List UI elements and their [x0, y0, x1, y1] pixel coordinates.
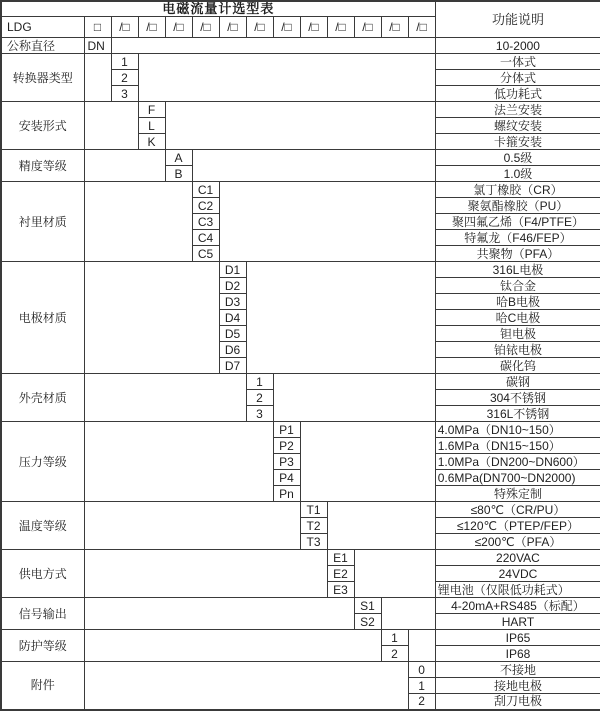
option-code: 1 — [408, 678, 435, 694]
option-code: C4 — [192, 230, 219, 246]
option-code: 3 — [246, 406, 273, 422]
option-code: B — [165, 166, 192, 182]
option-desc: 共聚物（PFA） — [435, 246, 600, 262]
page-title: 电磁流量计选型表 — [1, 1, 435, 17]
option-desc: 碳钢 — [435, 374, 600, 390]
option-code: A — [165, 150, 192, 166]
option-code: L — [138, 118, 165, 134]
option-code: D4 — [219, 310, 246, 326]
option-desc: 特氟龙（F46/FEP） — [435, 230, 600, 246]
model-slot-cell: /□ — [273, 17, 300, 38]
option-code: D1 — [219, 262, 246, 278]
option-desc: 304不锈钢 — [435, 390, 600, 406]
option-code: 3 — [111, 86, 138, 102]
model-slot-cell: /□ — [165, 17, 192, 38]
option-row — [1, 102, 600, 118]
spacer-cell — [84, 262, 219, 374]
option-desc: 24VDC — [435, 566, 600, 582]
group-label-pressure: 压力等级 — [1, 422, 84, 502]
spacer-cell — [84, 422, 273, 502]
group-label-lining-material: 衬里材质 — [1, 182, 84, 262]
group-label-diameter: 公称直径 — [1, 38, 84, 54]
option-desc: 4.0MPa（DN10~150） — [435, 422, 600, 438]
group-label-electrode-material: 电极材质 — [1, 262, 84, 374]
spacer-cell — [165, 102, 435, 150]
option-code: S1 — [354, 598, 381, 614]
option-code: P1 — [273, 422, 300, 438]
option-desc: 碳化钨 — [435, 358, 600, 374]
option-desc: 分体式 — [435, 70, 600, 86]
option-code: D3 — [219, 294, 246, 310]
option-code: T3 — [300, 534, 327, 550]
option-desc: 0.5级 — [435, 150, 600, 166]
option-desc: IP68 — [435, 646, 600, 662]
option-code: D6 — [219, 342, 246, 358]
option-desc: 卡箍安装 — [435, 134, 600, 150]
option-desc: 哈B电极 — [435, 294, 600, 310]
option-desc: 法兰安装 — [435, 102, 600, 118]
option-desc: 316L电极 — [435, 262, 600, 278]
option-code: D2 — [219, 278, 246, 294]
option-desc: 锂电池（仅限低功耗式） — [435, 582, 600, 598]
spacer-cell — [381, 598, 435, 630]
title-row — [1, 1, 600, 17]
model-slot-cell: /□ — [327, 17, 354, 38]
spacer-cell — [84, 502, 300, 550]
option-code: C1 — [192, 182, 219, 198]
spacer-cell — [327, 502, 435, 550]
option-desc: 不接地 — [435, 662, 600, 678]
spacer-cell — [84, 102, 138, 150]
group-label-protection: 防护等级 — [1, 630, 84, 662]
option-row — [1, 262, 600, 278]
option-desc: 钽电极 — [435, 326, 600, 342]
option-code: C5 — [192, 246, 219, 262]
option-desc: 聚四氟乙烯（F4/PTFE） — [435, 214, 600, 230]
option-code: 2 — [408, 694, 435, 710]
option-code: T1 — [300, 502, 327, 518]
spacer-cell — [273, 374, 435, 422]
spacer-cell — [84, 54, 111, 102]
option-desc: 刮刀电极 — [435, 694, 600, 710]
option-code: P2 — [273, 438, 300, 454]
option-row — [1, 550, 600, 566]
option-desc: 哈C电极 — [435, 310, 600, 326]
option-code: T2 — [300, 518, 327, 534]
option-code: 1 — [111, 54, 138, 70]
option-row — [1, 630, 600, 646]
option-code: 1 — [246, 374, 273, 390]
group-label-temperature: 温度等级 — [1, 502, 84, 550]
option-code: 1 — [381, 630, 408, 646]
option-desc: 1.6MPa（DN15~150） — [435, 438, 600, 454]
option-desc: 接地电极 — [435, 678, 600, 694]
option-row — [1, 150, 600, 166]
group-label-accuracy: 精度等级 — [1, 150, 84, 182]
option-desc: 220VAC — [435, 550, 600, 566]
spacer-cell — [84, 550, 327, 598]
option-code: Pn — [273, 486, 300, 502]
option-code: 2 — [246, 390, 273, 406]
model-slot-cell: /□ — [219, 17, 246, 38]
option-desc: 低功耗式 — [435, 86, 600, 102]
spacer-cell — [84, 150, 165, 182]
model-box-cell: □ — [84, 17, 111, 38]
option-code: D5 — [219, 326, 246, 342]
function-column-header: 功能说明 — [435, 1, 600, 38]
option-desc: 氯丁橡胶（CR） — [435, 182, 600, 198]
option-row — [1, 598, 600, 614]
option-code: P3 — [273, 454, 300, 470]
model-slot-cell: /□ — [138, 17, 165, 38]
spacer-cell — [219, 182, 435, 262]
model-slot-cell: /□ — [246, 17, 273, 38]
option-code: E3 — [327, 582, 354, 598]
option-row — [1, 422, 600, 438]
spacer-cell — [84, 374, 246, 422]
group-label-accessories: 附件 — [1, 662, 84, 710]
model-slot-cell: /□ — [381, 17, 408, 38]
option-row — [1, 502, 600, 518]
group-label-signal-output: 信号输出 — [1, 598, 84, 630]
option-code: K — [138, 134, 165, 150]
option-code: C2 — [192, 198, 219, 214]
option-desc: 一体式 — [435, 54, 600, 70]
option-code: 0 — [408, 662, 435, 678]
spacer-cell — [408, 630, 435, 662]
spacer-cell — [192, 150, 435, 182]
spacer-cell — [84, 598, 354, 630]
option-code: P4 — [273, 470, 300, 486]
option-desc: ≤200℃（PFA） — [435, 534, 600, 550]
option-code: E1 — [327, 550, 354, 566]
model-prefix: LDG — [1, 17, 84, 38]
spacer-cell — [84, 630, 381, 662]
option-desc: 特殊定制 — [435, 486, 600, 502]
spacer-cell — [300, 422, 435, 502]
option-row — [1, 182, 600, 198]
model-slot-cell: /□ — [192, 17, 219, 38]
option-code: E2 — [327, 566, 354, 582]
option-desc: IP65 — [435, 630, 600, 646]
option-desc: ≤120℃（PTEP/FEP） — [435, 518, 600, 534]
option-code: F — [138, 102, 165, 118]
model-slot-cell: /□ — [408, 17, 435, 38]
model-slot-cell: /□ — [300, 17, 327, 38]
diameter-row — [1, 38, 600, 54]
group-label-converter-type: 转换器类型 — [1, 54, 84, 102]
option-row — [1, 54, 600, 70]
diameter-code: DN — [84, 38, 111, 54]
spacer-cell — [138, 54, 435, 102]
spacer-cell — [84, 662, 408, 710]
diameter-desc: 10-2000 — [435, 38, 600, 54]
spacer-cell — [354, 550, 435, 598]
model-slot-cell: /□ — [354, 17, 381, 38]
option-desc: 316L不锈钢 — [435, 406, 600, 422]
option-desc: 螺纹安装 — [435, 118, 600, 134]
option-code: 2 — [111, 70, 138, 86]
option-desc: 聚氨酯橡胶（PU） — [435, 198, 600, 214]
option-desc: 钛合金 — [435, 278, 600, 294]
option-desc: 0.6MPa(DN700~DN2000) — [435, 470, 600, 486]
option-desc: 1.0MPa（DN200~DN600） — [435, 454, 600, 470]
spacer-cell — [84, 182, 192, 262]
group-label-power-supply: 供电方式 — [1, 550, 84, 598]
group-label-housing-material: 外壳材质 — [1, 374, 84, 422]
option-code: 2 — [381, 646, 408, 662]
spacer-cell — [111, 38, 435, 54]
option-desc: 1.0级 — [435, 166, 600, 182]
option-desc: 铂铱电极 — [435, 342, 600, 358]
option-row — [1, 662, 600, 678]
group-label-install-type: 安装形式 — [1, 102, 84, 150]
option-desc: HART — [435, 614, 600, 630]
option-desc: 4-20mA+RS485（标配） — [435, 598, 600, 614]
option-code: S2 — [354, 614, 381, 630]
option-desc: ≤80℃（CR/PU） — [435, 502, 600, 518]
model-slot-cell: /□ — [111, 17, 138, 38]
option-code: C3 — [192, 214, 219, 230]
option-code: D7 — [219, 358, 246, 374]
option-row — [1, 374, 600, 390]
spacer-cell — [246, 262, 435, 374]
